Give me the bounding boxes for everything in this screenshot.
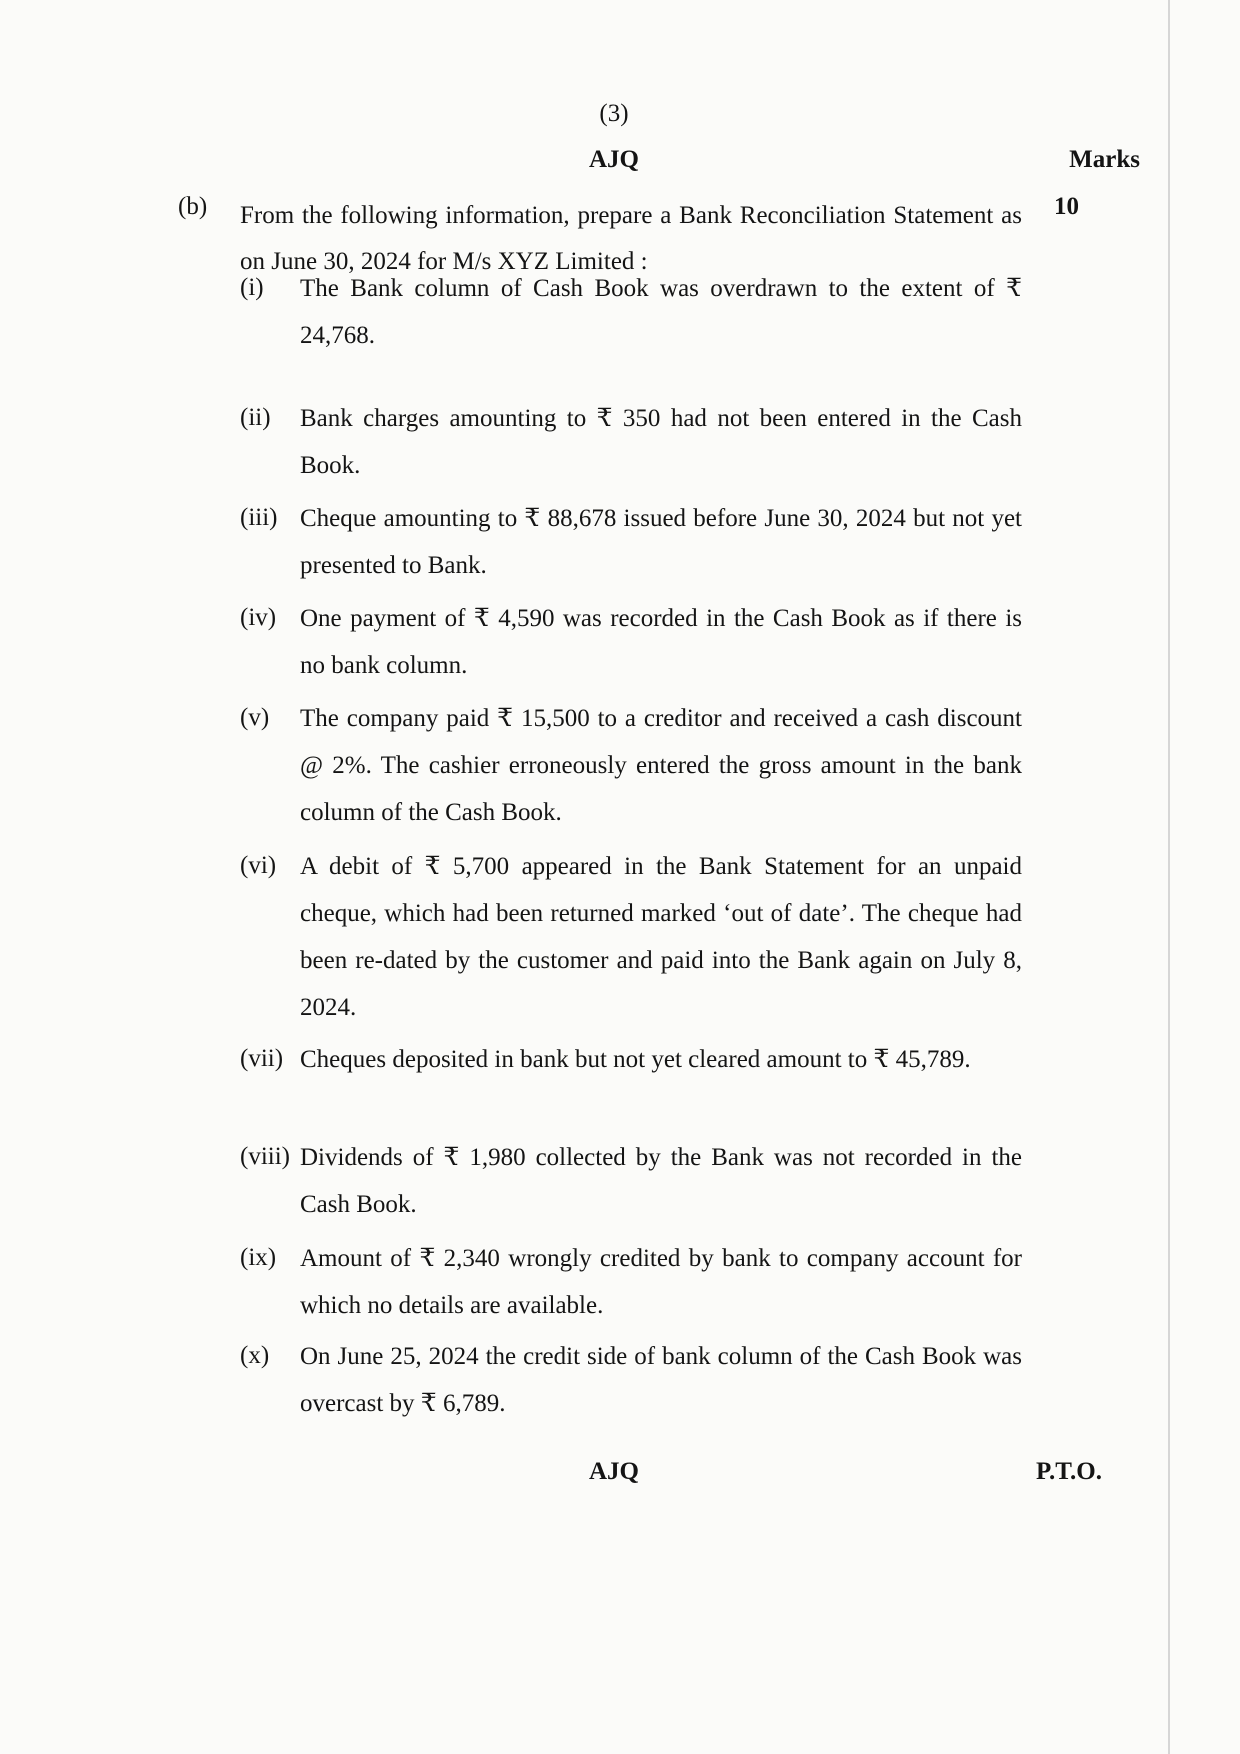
item-text: The Bank column of Cash Book was overdrawn to the extent of ₹ 24,768. — [300, 275, 1022, 349]
item-number: (i) — [240, 274, 264, 301]
question-stem: From the following information, prepare a Bank Reconciliation Statement as on June 30, 2024 for M/s XYZ Limited : — [240, 202, 1022, 275]
item-text: On June 25, 2024 the credit side of bank column of the Cash Book was overcast by ₹ 6,789. — [300, 1343, 1022, 1417]
item-text: Cheque amounting to ₹ 88,678 issued before June 30, 2024 but not yet presented to Bank. — [300, 505, 1022, 579]
item-number: (vii) — [240, 1045, 284, 1072]
item-number: (iii) — [240, 504, 278, 531]
item-text: The company paid ₹ 15,500 to a creditor and received a cash discount @ 2%. The cashier erroneously entered the gross amount in the bank column of the Cash Book. — [300, 705, 1022, 826]
item-number: (ii) — [240, 404, 271, 431]
question-marks: 10 — [1054, 193, 1079, 220]
item-text: One payment of ₹ 4,590 was recorded in the Cash Book as if there is no bank column. — [300, 605, 1022, 679]
paper-code-header: AJQ — [589, 146, 639, 173]
item-text: A debit of ₹ 5,700 appeared in the Bank Statement for an unpaid cheque, which had been returned marked ‘out of date’. The cheque had been re-dated by the customer and paid into the Bank again on July 8, 2024. — [300, 853, 1022, 1021]
pto-label: P.T.O. — [1036, 1458, 1102, 1485]
paper-code-footer: AJQ — [589, 1458, 639, 1485]
item-number: (viii) — [240, 1143, 290, 1170]
item-number: (v) — [240, 704, 270, 731]
item-number: (x) — [240, 1342, 270, 1369]
item-text: Dividends of ₹ 1,980 collected by the Bank was not recorded in the Cash Book. — [300, 1144, 1022, 1218]
item-text: Amount of ₹ 2,340 wrongly credited by bank to company account for which no details are available. — [300, 1245, 1022, 1319]
item-number: (iv) — [240, 604, 277, 631]
item-number: (ix) — [240, 1244, 277, 1271]
marks-heading: Marks — [1069, 146, 1140, 173]
page-edge-line — [1168, 0, 1170, 1754]
question-label: (b) — [178, 193, 208, 220]
item-text: Bank charges amounting to ₹ 350 had not been entered in the Cash Book. — [300, 405, 1022, 479]
item-number: (vi) — [240, 852, 277, 879]
item-text: Cheques deposited in bank but not yet cleared amount to ₹ 45,789. — [300, 1046, 971, 1073]
page-number: (3) — [599, 100, 629, 127]
